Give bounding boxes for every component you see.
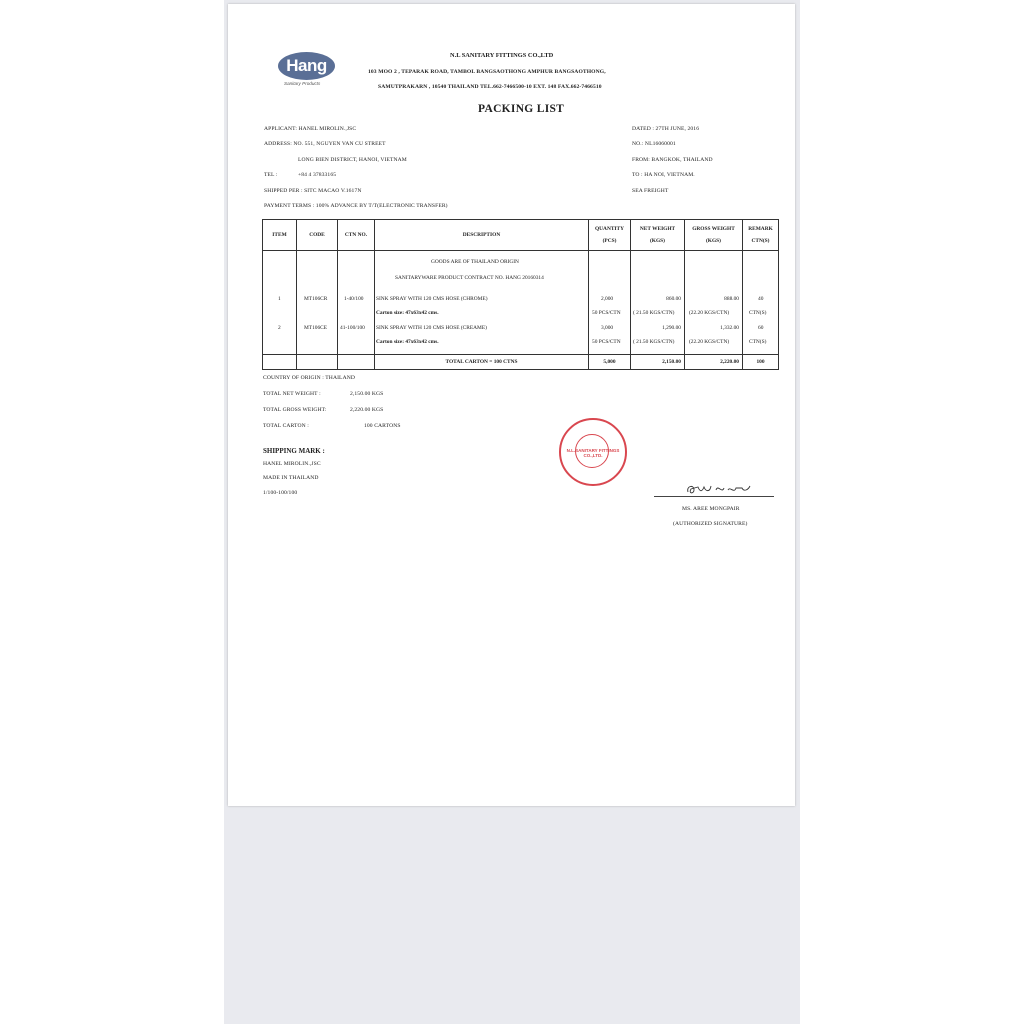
handwritten-signature: [684, 478, 754, 498]
total-gross: 2,220.00: [685, 355, 743, 370]
from-line: FROM: BANGKOK, THAILAND: [632, 157, 713, 163]
header-gross-line-2: (KGS): [706, 238, 721, 244]
table-total-row: [263, 355, 779, 370]
row-2-quantity-sub: 50 PCS/CTN: [592, 339, 621, 345]
row-1-net-sub: ( 21.50 KGS/CTN): [633, 310, 675, 316]
row-1-remark: 40: [758, 296, 764, 302]
tel-value: +84 4 37833165: [298, 172, 337, 178]
tel-label: TEL :: [264, 172, 278, 178]
row-1-description: SINK SPRAY WITH 120 CMS HOSE (CHROME): [376, 296, 488, 302]
row-1-carton-size: Carton size: 47x63x42 cms.: [376, 310, 439, 316]
signature-line: [654, 496, 774, 497]
header-description: DESCRIPTION: [375, 220, 589, 251]
row-2-net-sub: ( 21.50 KGS/CTN): [633, 339, 675, 345]
total-net-label: TOTAL NET WEIGHT :: [263, 391, 321, 397]
company-address-line-2: SAMUTPRAKARN , 10540 THAILAND TEL.662-7466500-10 EXT. 148 FAX.662-7466510: [378, 84, 602, 90]
row-2-net: 1,290.00: [662, 325, 681, 331]
total-remark: 100: [743, 355, 779, 370]
row-1-remark-sub: CTN(S): [749, 310, 767, 316]
header-net-line-2: (KGS): [650, 238, 665, 244]
signatory-name: MS. AREE MONGPAIR: [682, 506, 740, 512]
header-item: ITEM: [263, 220, 297, 251]
origin-note: GOODS ARE OF THAILAND ORIGIN: [431, 259, 519, 265]
total-gross-value: 2,220.00 KGS: [350, 407, 384, 413]
total-net-value: 2,150.00 KGS: [350, 391, 384, 397]
header-gross-line-1: GROSS WEIGHT: [692, 226, 735, 232]
total-empty-ctn: [338, 355, 375, 370]
row-2-gross: 1,332.00: [720, 325, 739, 331]
address-line-1: ADDRESS: NO. 551, NGUYEN VAN CU STREET: [264, 141, 386, 147]
table-body-row: [263, 251, 779, 355]
shipping-mark-line-2: MADE IN THAILAND: [263, 475, 319, 481]
total-empty-code: [297, 355, 338, 370]
total-empty-item: [263, 355, 297, 370]
header-code: CODE: [297, 220, 338, 251]
header-gross-weight: [685, 220, 743, 251]
country-of-origin: COUNTRY OF ORIGIN : THAILAND: [263, 375, 355, 381]
company-logo: Hang: [278, 52, 335, 80]
row-2-remark-sub: CTN(S): [749, 339, 767, 345]
shipping-mark-title: SHIPPING MARK :: [263, 447, 325, 455]
header-remark: [743, 220, 779, 251]
stamp-text: N.L.SANITARY FITTINGS CO.,LTD.: [566, 448, 620, 458]
row-2-ctn-no: 41-100/100: [340, 325, 365, 331]
payment-terms-line: PAYMENT TERMS : 100% ADVANCE BY T/T(ELECTRONIC TRANSFER): [264, 203, 448, 209]
shipping-mark-line-1: HANEL MIROLIN.,JSC: [263, 461, 321, 467]
header-quantity-line-1: QUANTITY: [594, 226, 625, 232]
header-remark-line-2: CTN(S): [751, 238, 770, 244]
total-carton-value: 100 CARTONS: [364, 423, 401, 429]
row-2-carton-size: Carton size: 47x63x42 cms.: [376, 339, 439, 345]
ctn-no-cell: [338, 251, 375, 355]
header-quantity-line-2: (PCS): [602, 238, 617, 244]
header-ctn-no: CTN NO.: [338, 220, 375, 251]
address-line-2: LONG BIEN DISTRICT, HANOI, VIETNAM: [298, 157, 407, 163]
gross-weight-cell: [685, 251, 743, 355]
row-1-gross: 888.00: [724, 296, 739, 302]
row-2-remark: 60: [758, 325, 764, 331]
dated-line: DATED : 27TH JUNE, 2016: [632, 126, 700, 132]
freight-line: SEA FREIGHT: [632, 188, 669, 194]
row-2-gross-sub: (22.20 KGS/CTN): [689, 339, 730, 345]
applicant-line: APPLICANT: HANEL MIROLIN.,JSC: [264, 126, 357, 132]
contract-note: SANITARYWARE PRODUCT CONTRACT NO. HANG 20160314: [395, 275, 544, 281]
row-1-code: MT106CR: [304, 296, 328, 302]
total-label: TOTAL CARTON = 100 CTNS: [375, 355, 589, 370]
row-1-quantity-sub: 50 PCS/CTN: [592, 310, 621, 316]
net-weight-cell: [631, 251, 685, 355]
document-title: PACKING LIST: [478, 103, 565, 115]
company-address-line-1: 103 MOO 2 , TEPARAK ROAD, TAMBOL BANGSAOTHONG AMPHUR BANGSAOTHONG,: [368, 69, 606, 75]
company-seal-stamp: [559, 418, 627, 486]
total-quantity: 5,000: [589, 355, 631, 370]
total-carton-label: TOTAL CARTON :: [263, 423, 309, 429]
logo-subtitle: Sanitary Products: [284, 81, 321, 86]
header-net-line-1: NET WEIGHT: [639, 226, 676, 232]
header-net-weight: [631, 220, 685, 251]
row-1-net: 860.00: [666, 296, 681, 302]
remark-cell: [743, 251, 779, 355]
row-2-item: 2: [278, 325, 281, 331]
document-page: [228, 4, 795, 806]
shipping-mark-line-3: 1/100-100/100: [263, 490, 298, 496]
to-line: TO : HA NOI, VIETNAM.: [632, 172, 695, 178]
signatory-role: (AUTHORIZED SIGNATURE): [673, 521, 748, 527]
row-2-description: SINK SPRAY WITH 120 CMS HOSE (CREAME): [376, 325, 487, 331]
document-number: NO.: NL16060001: [632, 141, 676, 147]
total-gross-label: TOTAL GROSS WEIGHT:: [263, 407, 327, 413]
code-cell: [297, 251, 338, 355]
total-net: 2,150.00: [631, 355, 685, 370]
description-cell: [375, 251, 589, 355]
shipped-per-line: SHIPPED PER : SITC MACAO V.1617N: [264, 188, 362, 194]
header-quantity: [589, 220, 631, 251]
item-cell: [263, 251, 297, 355]
packing-table: [262, 219, 779, 370]
table-header-row: [263, 220, 779, 251]
row-1-ctn-no: 1-40/100: [344, 296, 364, 302]
row-1-gross-sub: (22.20 KGS/CTN): [689, 310, 730, 316]
row-1-item: 1: [278, 296, 281, 302]
company-name: N.L SANITARY FITTINGS CO.,LTD: [450, 52, 554, 59]
quantity-cell: [589, 251, 631, 355]
row-2-code: MT106CE: [304, 325, 328, 331]
row-1-quantity: 2,000: [601, 296, 614, 302]
header-remark-line-1: REMARK: [748, 226, 773, 232]
row-2-quantity: 3,000: [601, 325, 614, 331]
